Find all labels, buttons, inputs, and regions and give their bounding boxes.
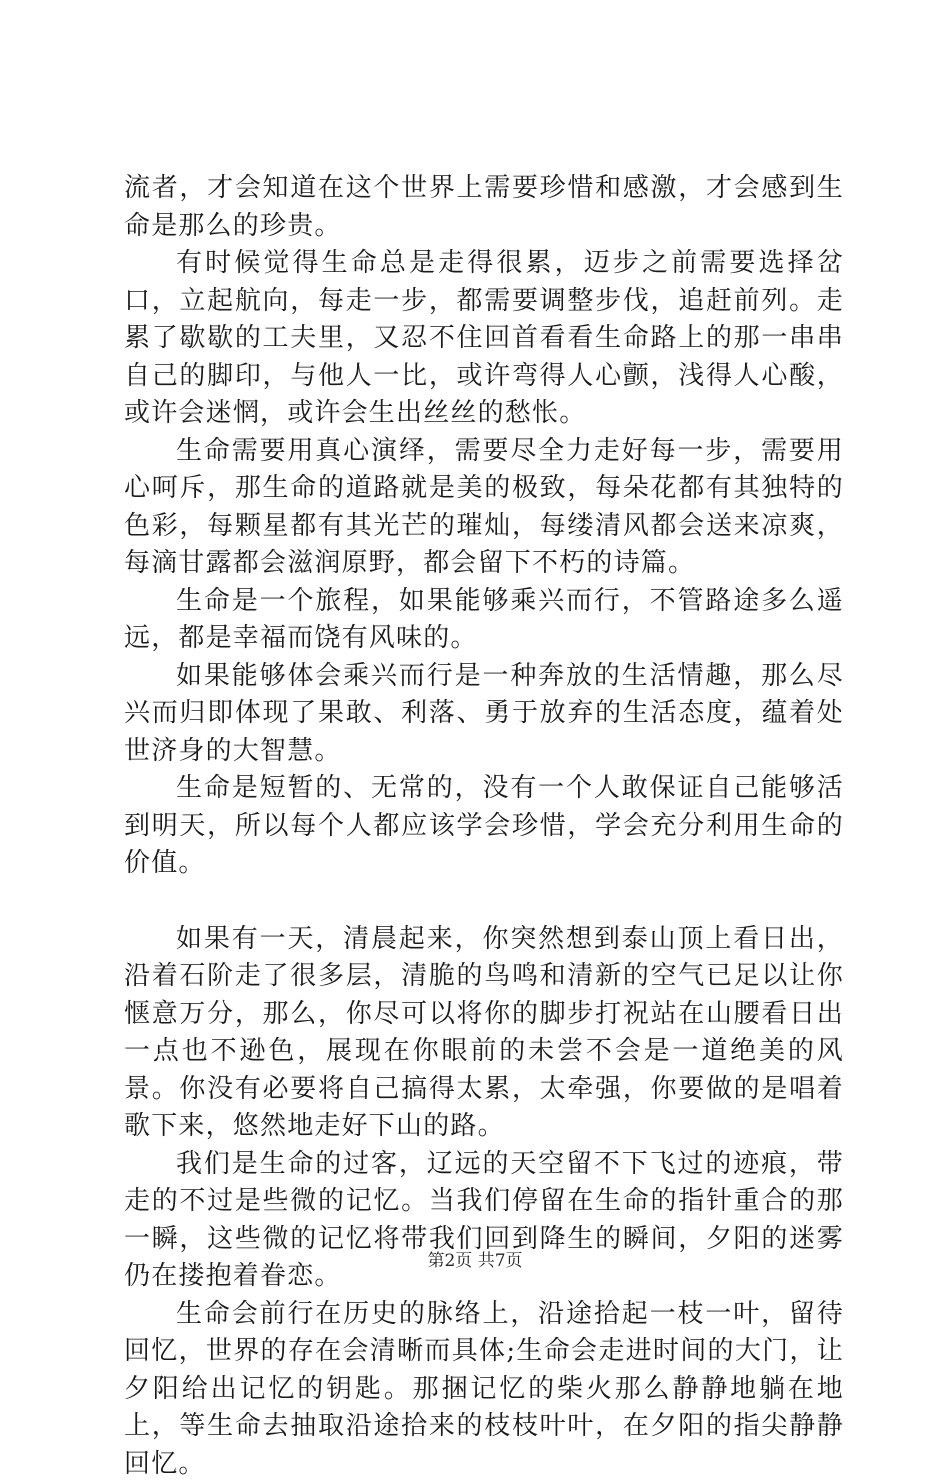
paragraph: 生命会前行在历史的脉络上，沿途拾起一枝一叶，留待回忆，世界的存在会清晰而具体;生命会走进时间的大门，让夕阳给出记忆的钥匙。那捆记忆的柴火那么静静地躺在地上，等生命去抽取沿途拾来的枝枝叶叶，在夕阳的指尖静静回忆。	[124, 1296, 844, 1483]
document-body	[124, 170, 844, 1483]
paragraph: 生命需要用真心演绎，需要尽全力走好每一步，需要用心呵斥，那生命的道路就是美的极致，每朵花都有其独特的色彩，每颗星都有其光芒的璀灿，每缕清风都会送来凉爽，每滴甘露都会滋润原野，都会留下不朽的诗篇。	[124, 433, 844, 583]
page-number-footer: 第2页 共7页	[0, 1246, 950, 1271]
paragraph: 如果能够体会乘兴而行是一种奔放的生活情趣，那么尽兴而归即体现了果敢、利落、勇于放弃的生活态度，蕴着处世济身的大智慧。	[124, 658, 844, 771]
paragraph: 生命是一个旅程，如果能够乘兴而行，不管路途多么遥远，都是幸福而饶有风味的。	[124, 583, 844, 658]
paragraph: 如果有一天，清晨起来，你突然想到泰山顶上看日出，沿着石阶走了很多层，清脆的鸟鸣和清新的空气已足以让你惬意万分，那么，你尽可以将你的脚步打祝站在山腰看日出一点也不逊色，展现在你眼前的未尝不会是一道绝美的风景。你没有必要将自己搞得太累，太牵强，你要做的是唱着歌下来，悠然地走好下山的路。	[124, 921, 844, 1146]
paragraph: 有时候觉得生命总是走得很累，迈步之前需要选择岔口，立起航向，每走一步，都需要调整步伐，追赶前列。走累了歇歇的工夫里，又忍不住回首看看生命路上的那一串串自己的脚印，与他人一比，或许弯得人心颤，浅得人心酸，或许会迷惘，或许会生出丝丝的愁怅。	[124, 245, 844, 433]
paragraph: 我们是生命的过客，辽远的天空留不下飞过的迹痕，带走的不过是些微的记忆。当我们停留在生命的指针重合的那一瞬，这些微的记忆将带我们回到降生的瞬间，夕阳的迷雾仍在搂抱着眷恋。	[124, 1146, 844, 1296]
paragraph: 生命是短暂的、无常的，没有一个人敢保证自己能够活到明天，所以每个人都应该学会珍惜，学会充分利用生命的价值。	[124, 770, 844, 883]
paragraph: 流者，才会知道在这个世界上需要珍惜和感激，才会感到生命是那么的珍贵。	[124, 170, 844, 245]
